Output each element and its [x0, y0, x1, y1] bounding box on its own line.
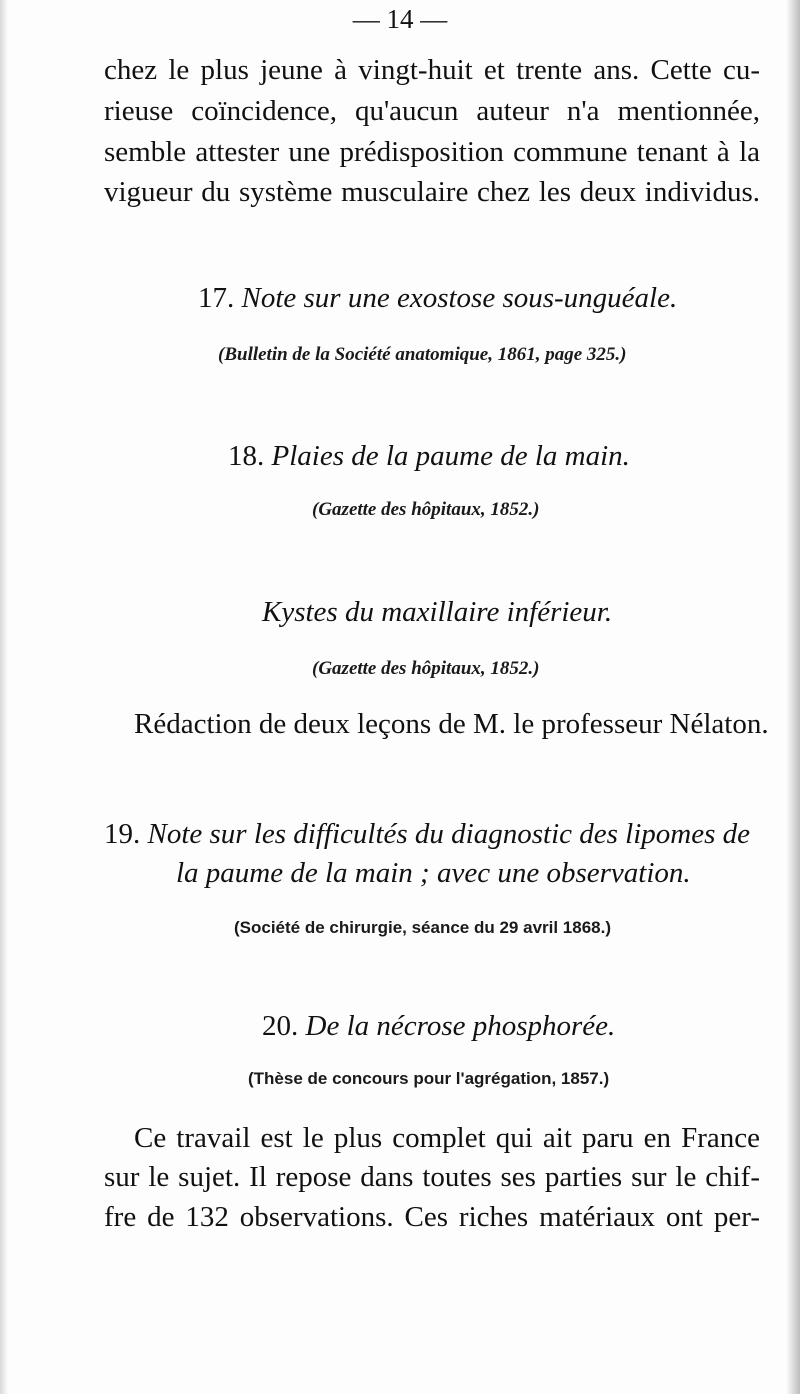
intro-line-3: semble attester une prédisposition commune tenant à la [104, 136, 760, 168]
entry-19-title-part-1: Note sur les difficultés du diagnostic des lipomes de [147, 818, 751, 850]
entry-20-title-line [262, 1012, 615, 1041]
entry-18-title-line [228, 442, 630, 471]
entry-19-number: 19. [104, 818, 141, 850]
entry-19-title-line-2: la paume de la main ; avec une observation. [176, 857, 691, 889]
entry-18-source-text: (Gazette des hôpitaux, 1852.) [312, 499, 540, 520]
entry-17-source [218, 345, 626, 364]
intro-line-2: rieuse coïncidence, qu'aucun auteur n'a mentionnée, [104, 95, 760, 127]
entry-20-number: 20. [262, 1010, 299, 1042]
entry-18-source [312, 500, 539, 519]
kystes-title: Kystes du maxillaire inférieur. [262, 596, 613, 628]
page-edge-shadow-right [786, 0, 800, 1394]
entry-19-source: (Société de chirurgie, séance du 29 avril 1868.) [234, 918, 612, 937]
entry-18-number: 18. [228, 440, 265, 472]
entry-17-title: Note sur une exostose sous-unguéale. [241, 282, 678, 314]
closing-line-3: fre de 132 observations. Ces riches matériaux ont per- [104, 1201, 760, 1233]
entry-19-title-line-1 [104, 820, 750, 849]
closing-line-1: Ce travail est le plus complet qui ait paru en France [134, 1122, 760, 1154]
closing-line-2: sur le sujet. Il repose dans toutes ses parties sur le chif- [104, 1161, 760, 1193]
intro-line-1: chez le plus jeune à vingt-huit et trente ans. Cette cu- [104, 54, 760, 86]
redaction-line: Rédaction de deux leçons de M. le professeur Nélaton. [134, 708, 769, 740]
page-number: — 14 — [352, 4, 448, 34]
entry-20-source: (Thèse de concours pour l'agrégation, 1857.) [248, 1069, 610, 1088]
entry-17-source-text: (Bulletin de la Société anatomique, 1861, page 325.) [218, 344, 627, 365]
entry-20-title: De la nécrose phosphorée. [305, 1010, 616, 1042]
kystes-source-text: (Gazette des hôpitaux, 1852.) [312, 658, 540, 679]
entry-17-title-line [198, 284, 677, 313]
intro-line-4: vigueur du système musculaire chez les deux individus. [104, 176, 760, 208]
page-edge-shadow-left [0, 0, 8, 1394]
kystes-source [312, 659, 539, 678]
entry-17-number: 17. [198, 282, 235, 314]
entry-18-title: Plaies de la paume de la main. [271, 440, 630, 472]
